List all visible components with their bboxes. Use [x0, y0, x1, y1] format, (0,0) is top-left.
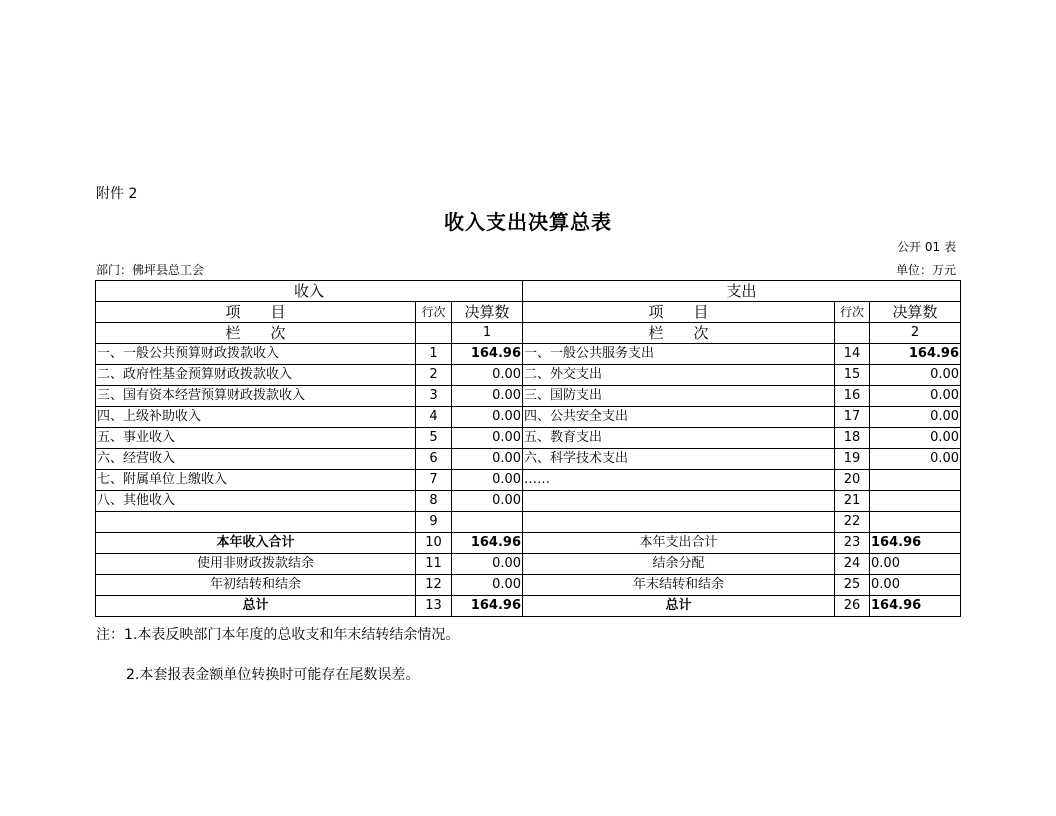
income-item-cell: 八、其他收入	[96, 491, 416, 512]
income-rowno-cell: 1	[416, 344, 452, 365]
income-item-cell: 四、上级补助收入	[96, 407, 416, 428]
expense-summary-item-cell: 本年支出合计	[523, 533, 835, 554]
expense-amount-cell: 0.00	[870, 449, 961, 470]
expense-rowno-cell: 21	[835, 491, 870, 512]
attachment-label: 附件 2	[96, 186, 138, 202]
note-2: 2.本套报表金额单位转换时可能存在尾数误差。	[126, 667, 420, 683]
table-row	[96, 407, 961, 428]
expense-amount-cell	[870, 470, 961, 491]
expense-column-number: 2	[870, 323, 961, 344]
column-number-row	[96, 323, 961, 344]
summary-row	[96, 533, 961, 554]
income-rowno-cell: 5	[416, 428, 452, 449]
income-amount-cell: 0.00	[452, 386, 523, 407]
expense-summary-rowno-cell: 26	[835, 596, 870, 617]
expense-column-blank	[835, 323, 870, 344]
income-summary-amount-cell: 164.96	[452, 533, 523, 554]
table-row	[96, 386, 961, 407]
notes	[96, 624, 459, 704]
expense-summary-amount-cell: 0.00	[870, 575, 961, 596]
expense-summary-amount-cell: 164.96	[870, 533, 961, 554]
income-summary-item-cell: 年初结转和结余	[96, 575, 416, 596]
table-row	[96, 470, 961, 491]
table-row	[96, 428, 961, 449]
income-summary-rowno-cell: 11	[416, 554, 452, 575]
expense-item-cell: 三、国防支出	[523, 386, 835, 407]
expense-rowno-cell: 19	[835, 449, 870, 470]
expense-summary-amount-cell: 164.96	[870, 596, 961, 617]
expense-amount-cell	[870, 491, 961, 512]
department-label: 部门：佛坪县总工会	[96, 263, 205, 277]
income-amount-header: 决算数	[452, 302, 523, 323]
table-subheader-row	[96, 302, 961, 323]
expense-summary-rowno-cell: 25	[835, 575, 870, 596]
expense-amount-cell	[870, 512, 961, 533]
income-amount-cell: 0.00	[452, 365, 523, 386]
income-summary-rowno-cell: 10	[416, 533, 452, 554]
expense-rowno-cell: 14	[835, 344, 870, 365]
summary-row	[96, 554, 961, 575]
income-item-cell	[96, 512, 416, 533]
income-summary-amount-cell: 164.96	[452, 596, 523, 617]
summary-row	[96, 596, 961, 617]
expense-item-cell: ……	[523, 470, 835, 491]
expense-rowno-cell: 18	[835, 428, 870, 449]
income-item-cell: 二、政府性基金预算财政拨款收入	[96, 365, 416, 386]
income-amount-cell: 164.96	[452, 344, 523, 365]
income-summary-amount-cell: 0.00	[452, 575, 523, 596]
income-summary-item-cell: 本年收入合计	[96, 533, 416, 554]
income-item-cell: 五、事业收入	[96, 428, 416, 449]
income-rowno-cell: 6	[416, 449, 452, 470]
expense-summary-item-cell: 结余分配	[523, 554, 835, 575]
expense-amount-cell: 0.00	[870, 365, 961, 386]
expense-amount-cell: 0.00	[870, 428, 961, 449]
table-row	[96, 365, 961, 386]
income-rowno-cell: 4	[416, 407, 452, 428]
expense-amount-cell: 164.96	[870, 344, 961, 365]
expense-amount-cell: 0.00	[870, 407, 961, 428]
table-row	[96, 344, 961, 365]
income-summary-item-cell: 总计	[96, 596, 416, 617]
income-amount-cell: 0.00	[452, 428, 523, 449]
income-summary-amount-cell: 0.00	[452, 554, 523, 575]
income-item-header: 项 目	[96, 302, 416, 323]
expense-item-cell: 六、科学技术支出	[523, 449, 835, 470]
income-amount-cell: 0.00	[452, 491, 523, 512]
expense-item-cell: 一、一般公共服务支出	[523, 344, 835, 365]
income-column-blank	[416, 323, 452, 344]
income-rowno-cell: 2	[416, 365, 452, 386]
income-expense-table	[95, 280, 961, 617]
expense-summary-rowno-cell: 23	[835, 533, 870, 554]
table-row	[96, 449, 961, 470]
income-item-cell: 一、一般公共预算财政拨款收入	[96, 344, 416, 365]
income-rowno-cell: 8	[416, 491, 452, 512]
expense-rowno-cell: 20	[835, 470, 870, 491]
unit-label: 单位：万元	[895, 263, 956, 277]
expense-item-header: 项 目	[523, 302, 835, 323]
table-row	[96, 491, 961, 512]
expense-rowno-cell: 15	[835, 365, 870, 386]
expense-rowno-cell: 17	[835, 407, 870, 428]
income-amount-cell	[452, 512, 523, 533]
expense-summary-item-cell: 年末结转和结余	[523, 575, 835, 596]
income-rowno-cell: 9	[416, 512, 452, 533]
income-item-cell: 六、经营收入	[96, 449, 416, 470]
expense-item-cell: 四、公共安全支出	[523, 407, 835, 428]
expense-item-cell	[523, 512, 835, 533]
income-rowno-header: 行次	[416, 302, 452, 323]
table-header-row	[96, 281, 961, 302]
summary-row	[96, 575, 961, 596]
income-summary-item-cell: 使用非财政拨款结余	[96, 554, 416, 575]
income-item-cell: 七、附属单位上缴收入	[96, 470, 416, 491]
income-amount-cell: 0.00	[452, 407, 523, 428]
income-rowno-cell: 7	[416, 470, 452, 491]
expense-rowno-cell: 22	[835, 512, 870, 533]
expense-rowno-cell: 16	[835, 386, 870, 407]
table-row	[96, 512, 961, 533]
income-amount-cell: 0.00	[452, 470, 523, 491]
expense-column-label: 栏 次	[523, 323, 835, 344]
expense-summary-amount-cell: 0.00	[870, 554, 961, 575]
income-header: 收入	[96, 281, 523, 302]
expense-item-cell: 五、教育支出	[523, 428, 835, 449]
note-1: 注：1.本表反映部门本年度的总收支和年末结转结余情况。	[96, 627, 460, 643]
income-amount-cell: 0.00	[452, 449, 523, 470]
form-code: 公开 01 表	[897, 240, 956, 254]
income-column-label: 栏 次	[96, 323, 416, 344]
page-title: 收入支出决算总表	[444, 210, 612, 234]
expense-summary-item-cell: 总计	[523, 596, 835, 617]
expense-item-cell	[523, 491, 835, 512]
income-item-cell: 三、国有资本经营预算财政拨款收入	[96, 386, 416, 407]
expense-rowno-header: 行次	[835, 302, 870, 323]
income-column-number: 1	[452, 323, 523, 344]
expense-header: 支出	[523, 281, 961, 302]
expense-amount-cell: 0.00	[870, 386, 961, 407]
expense-item-cell: 二、外交支出	[523, 365, 835, 386]
income-summary-rowno-cell: 12	[416, 575, 452, 596]
expense-summary-rowno-cell: 24	[835, 554, 870, 575]
income-summary-rowno-cell: 13	[416, 596, 452, 617]
income-rowno-cell: 3	[416, 386, 452, 407]
expense-amount-header: 决算数	[870, 302, 961, 323]
